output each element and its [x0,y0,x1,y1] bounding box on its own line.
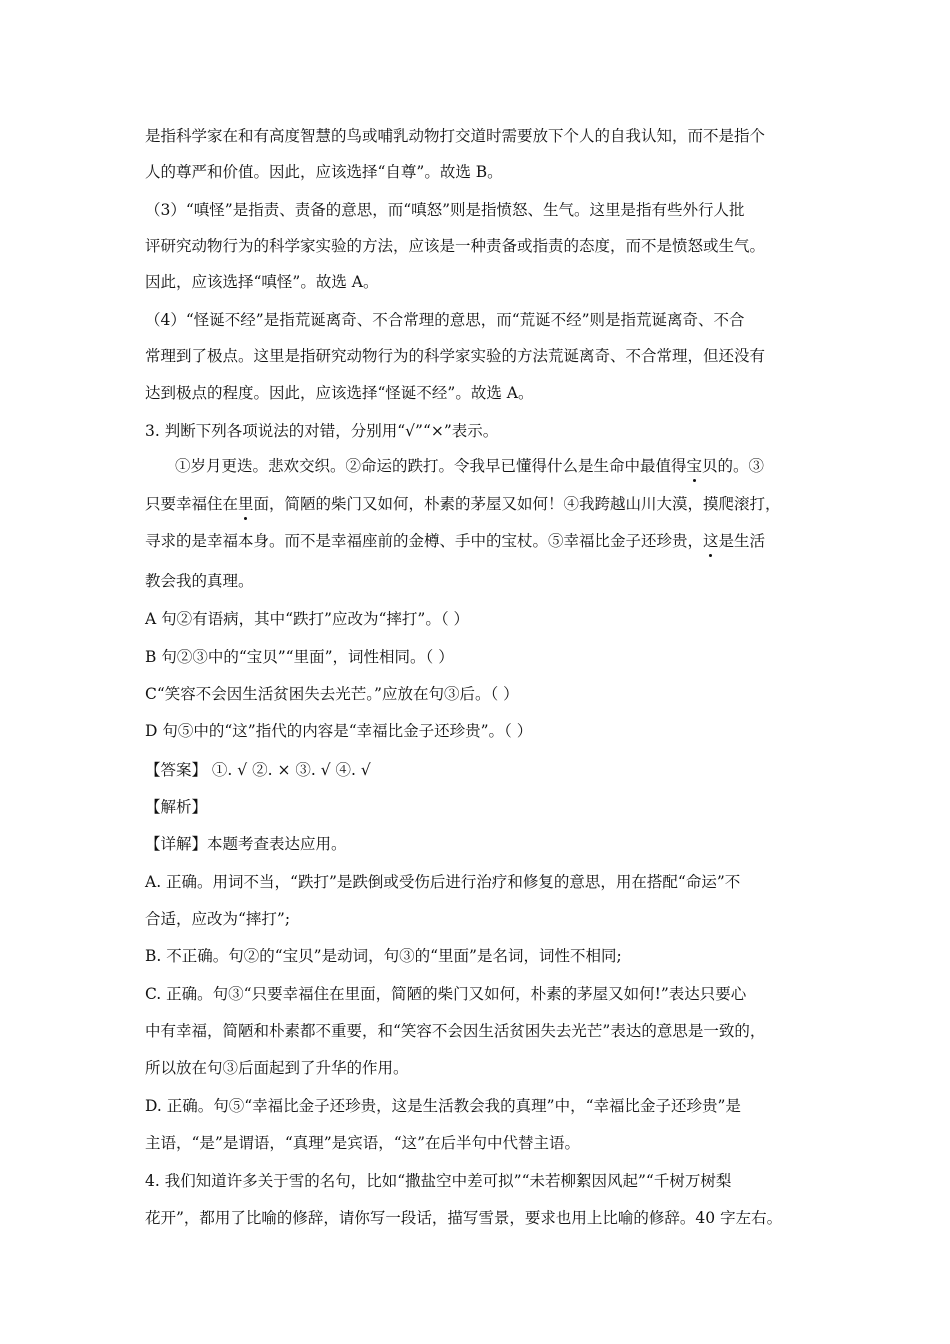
emphasis-char: 这 [703,532,719,550]
emphasis-char: 宝 [686,457,703,475]
analysis-line: 【详解】本题考查表达应用。 [145,835,347,853]
analysis-line: D. 正确。句⑤“幸福比金子还珍贵，这是生活教会我的真理”中，“幸福比金子还珍贵”是 [145,1097,741,1115]
question-4-line: 花开”，都用了比喻的修辞，请你写一段话，描写雪景，要求也用上比喻的修辞。40 字左右。 [145,1209,783,1227]
analysis-line: 主语，“是”是谓语，“真理”是宾语，“这”在后半句中代替主语。 [145,1134,581,1152]
option-c: C“笑容不会因生活贫困失去光芒。”应放在句③后。（ ） [145,685,519,703]
answer-line: 【答案】 ①. √ ②. × ③. √ ④. √ [145,761,371,779]
emphasis-char: 里 [238,495,254,513]
analysis-line: 中有幸福，简陋和朴素都不重要，和“笑容不会因生活贫困失去光芒”表达的意思是一致的， [145,1022,766,1040]
passage-line [175,456,764,476]
passage-text: 只要幸福住在 [145,495,239,513]
analysis-line: A. 正确。用词不当，“跌打”是跌倒或受伤后进行治疗和修复的意思，用在搭配“命运”不 [145,873,741,891]
text-line: 是指科学家在和有高度智慧的鸟或哺乳动物打交道时需要放下个人的自我认知，而不是指个 [145,127,766,145]
text-line: 达到极点的程度。因此，应该选择“怪诞不经”。故选 A。 [145,384,534,402]
analysis-line: 合适，应改为“摔打”; [145,910,291,928]
question-3-heading: 3. 判断下列各项说法的对错，分别用“√”“×”表示。 [145,422,499,440]
analysis-line: C. 正确。句③“只要幸福住在里面，简陋的柴门又如何，朴素的茅屋又如何!”表达只要心 [145,985,747,1003]
option-a: A 句②有语病，其中“跌打”应改为“摔打”。（ ） [145,610,469,628]
passage-text: ①岁月更迭。悲欢交织。②命运的跌打。令我早已懂得什么是生命中最值得 [175,457,687,475]
question-4-line: 4. 我们知道许多关于雪的名句，比如“撒盐空中差可拟”“未若柳絮因风起”“千树万树梨 [145,1172,732,1190]
passage-text: 贝的。③ [702,457,765,475]
option-b: B 句②③中的“宝贝”“里面”，词性相同。（ ） [145,648,454,666]
text-line: 常理到了极点。这里是指研究动物行为的科学家实验的方法荒诞离奇、不合常理，但还没有 [145,347,766,365]
passage-text: 面，简陋的柴门又如何，朴素的茅屋又如何！④我跨越山川大漠，摸爬滚打， [253,495,781,513]
text-line: （3）“嗔怪”是指责、责备的意思，而“嗔怒”则是指愤怒、生气。这里是指有些外行人批 [145,201,745,219]
text-line: 因此，应该选择“嗔怪”。故选 A。 [145,273,379,291]
analysis-line: 所以放在句③后面起到了升华的作用。 [145,1059,409,1077]
analysis-heading: 【解析】 [145,798,208,816]
text-line: 人的尊严和价值。因此，应该选择“自尊”。故选 B。 [145,163,503,181]
passage-line [145,531,765,551]
passage-line [145,494,781,514]
passage-text: 是生活 [718,532,766,550]
analysis-line: B. 不正确。句②的“宝贝”是动词，句③的“里面”是名词，词性不相同; [145,947,622,965]
option-d: D 句⑤中的“这”指代的内容是“幸福比金子还珍贵”。（ ） [145,722,533,740]
text-line: （4）“怪诞不经”是指荒诞离奇、不合常理的意思，而“荒诞不经”则是指荒诞离奇、不合 [145,311,745,329]
passage-line: 教会我的真理。 [145,572,254,590]
text-line: 评研究动物行为的科学家实验的方法，应该是一种责备或指责的态度，而不是愤怒或生气。 [145,237,766,255]
passage-text: 寻求的是幸福本身。而不是幸福座前的金樽、手中的宝杖。⑤幸福比金子还珍贵， [145,532,704,550]
